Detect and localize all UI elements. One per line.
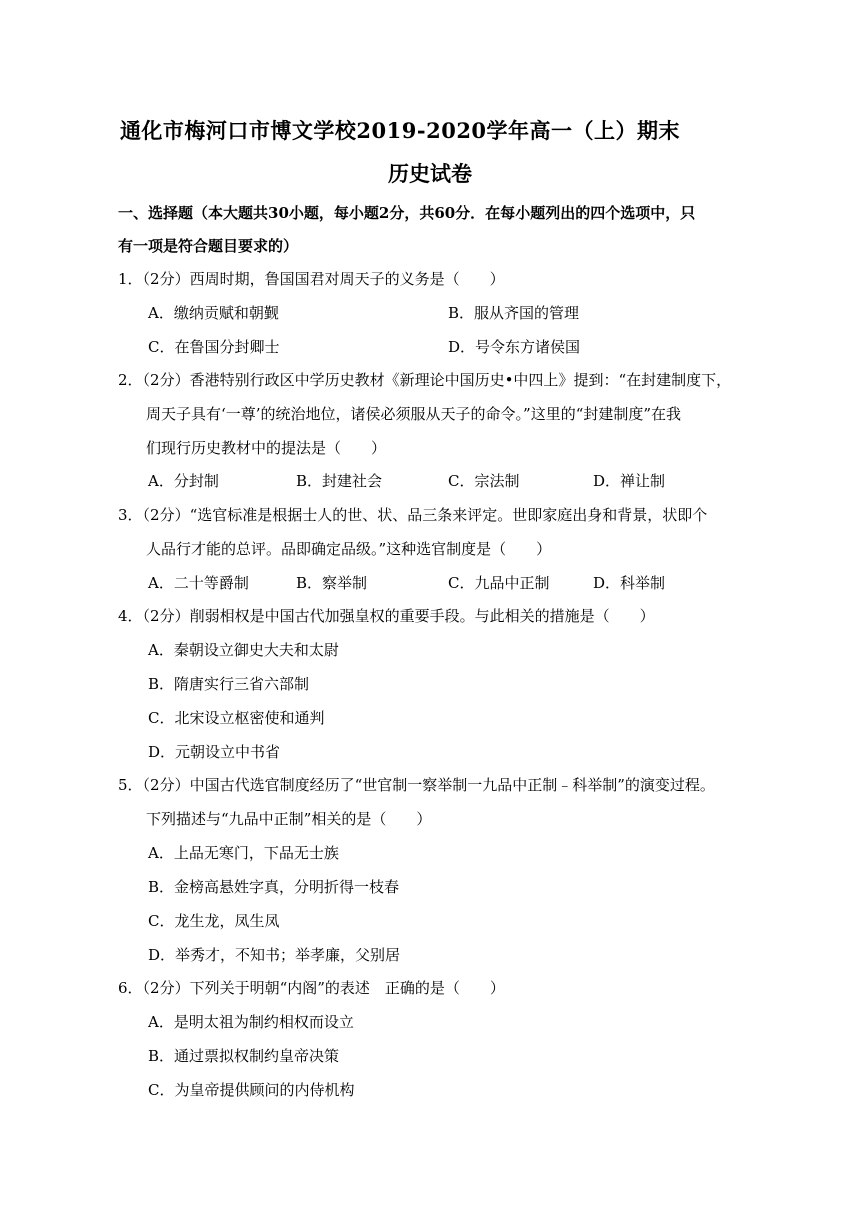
question-5-option-c: C．龙生龙，凤生凤 [148, 912, 280, 930]
question-3-option-c: C．九品中正制 [448, 574, 550, 592]
question-6-option-c: C．为皇帝提供顾问的内侍机构 [148, 1081, 355, 1099]
question-6-option-b: B．通过票拟权制约皇帝决策 [148, 1047, 340, 1065]
section-heading: 一、选择题（本大题共30小题，每小题2分，共60分．在每小题列出的四个选项中，只 [118, 204, 696, 222]
question-1-stem: 1．（2分）西周时期，鲁国国君对周天子的义务是（ ） [118, 270, 505, 288]
question-4-stem: 4．（2分）削弱相权是中国古代加强皇权的重要手段。与此相关的措施是（ ） [118, 607, 655, 625]
question-1-option-b: B．服从齐国的管理 [448, 304, 580, 322]
question-6-option-a: A．是明太祖为制约相权而设立 [148, 1013, 354, 1031]
exam-title: 通化市梅河口市博文学校2019-2020学年高一（上）期末 [119, 118, 681, 143]
question-3-stem: 3．（2分）“选官标准是根据士人的世、状、品三条来评定。世即家庭出身和背景，状即个 [118, 506, 708, 524]
question-5-option-a: A．上品无寒门，下品无士族 [148, 844, 339, 862]
question-3-stem-cont: 人品行才能的总评。品即确定品级。”这种选官制度是（ ） [146, 540, 552, 558]
question-5-stem: 5．（2分）中国古代选官制度经历了“世官制一察举制一九品中正制﹣科举制”的演变过程。 [118, 776, 715, 794]
question-5-option-d: D．举秀才，不知书；举孝廉，父别居 [148, 946, 401, 964]
question-2-option-c: C．宗法制 [448, 472, 520, 490]
question-1-option-c: C．在鲁国分封卿士 [148, 338, 280, 356]
question-4-option-c: C．北宋设立枢密使和通判 [148, 709, 325, 727]
question-4-option-b: B．隋唐实行三省六部制 [148, 675, 310, 693]
question-4-option-d: D．元朝设立中书省 [148, 743, 281, 761]
question-2-stem-cont: 们现行历史教材中的提法是（ ） [146, 439, 387, 457]
question-5-stem-cont: 下列描述与“九品中正制”相关的是（ ） [146, 810, 432, 828]
question-2-option-d: D．禅让制 [593, 472, 666, 490]
question-2-stem-cont: 周天子具有‘一尊’的统治地位，诸侯必须服从天子的命令。”这里的“封建制度”在我 [146, 405, 682, 423]
section-heading-cont: 有一项是符合题目要求的） [118, 237, 299, 255]
question-1-option-a: A．缴纳贡赋和朝觐 [148, 304, 279, 322]
question-3-option-a: A．二十等爵制 [148, 574, 249, 592]
question-2-stem: 2．（2分）香港特别行政区中学历史教材《新理论中国历史•中四上》提到：“在封建制度下， [118, 371, 732, 389]
question-2-option-a: A．分封制 [148, 472, 219, 490]
question-4-option-a: A．秦朝设立御史大夫和太尉 [148, 641, 339, 659]
question-2-option-b: B．封建社会 [296, 472, 383, 490]
question-5-option-b: B．金榜高悬姓字真，分明折得一枝春 [148, 878, 400, 896]
question-3-option-b: B．察举制 [296, 574, 368, 592]
exam-subtitle: 历史试卷 [388, 161, 472, 186]
question-6-stem: 6．（2分）下列关于明朝“内阁”的表述 正确的是（ ） [118, 979, 505, 997]
question-1-option-d: D．号令东方诸侯国 [448, 338, 581, 356]
question-3-option-d: D．科举制 [593, 574, 666, 592]
